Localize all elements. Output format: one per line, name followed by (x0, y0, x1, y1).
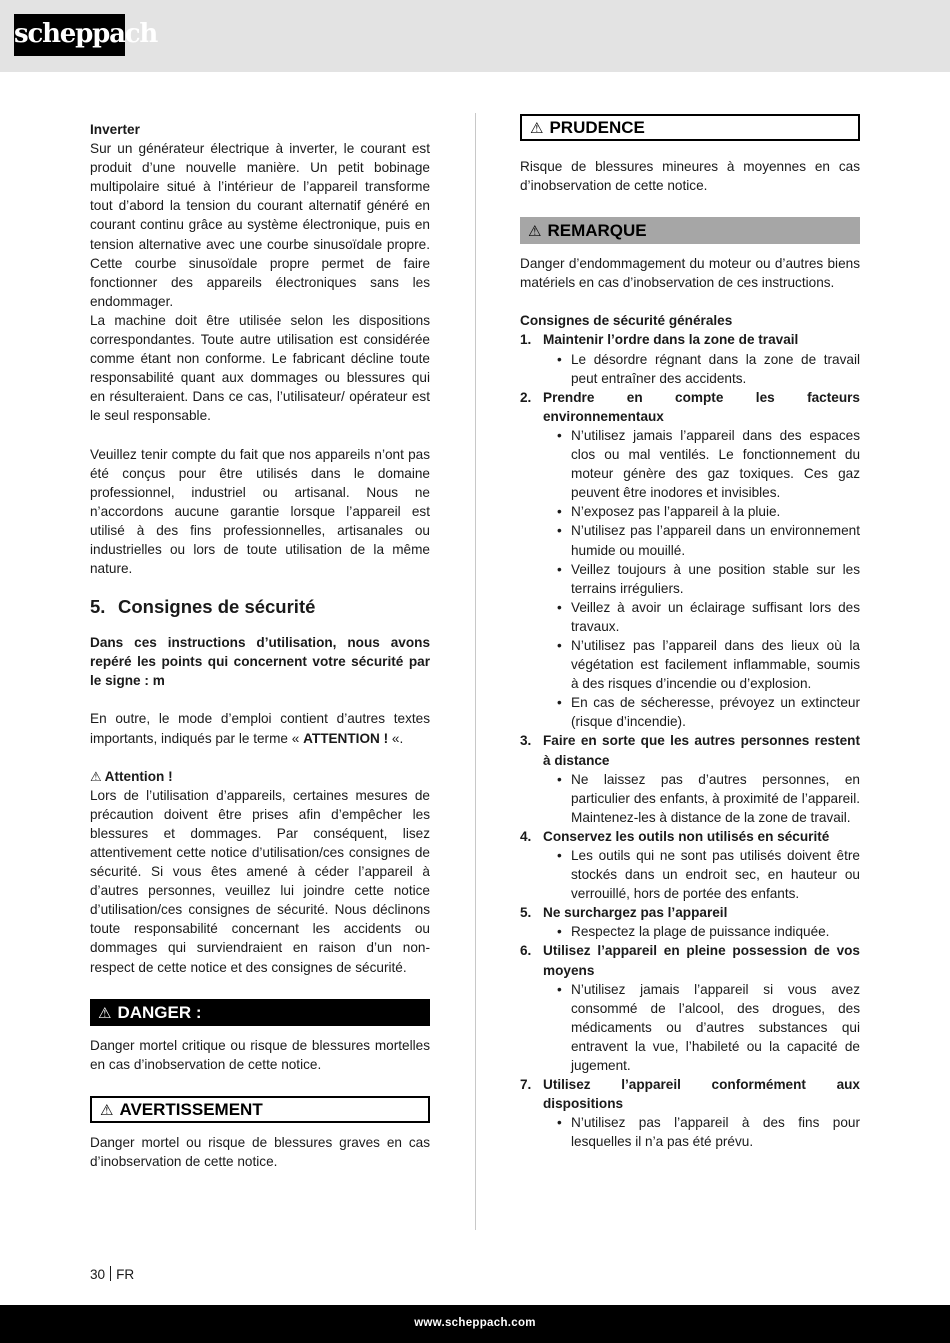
safety-rule-item (520, 827, 860, 903)
warning-triangle-icon: ⚠ (528, 223, 542, 241)
left-column (90, 120, 430, 1171)
section-heading (90, 595, 430, 619)
header-bar (0, 0, 950, 72)
safety-rule-bullet: • N’utilisez jamais l’appareil si vous avez consommé de l’alcool, des drogues, des médicaments ou d’autres substances qui entravent la vue, l’habileté ou la capacité de jugement. (557, 980, 860, 1075)
safety-rule-item (520, 903, 860, 941)
safety-rule-bullet: • Les outils qui ne sont pas utilisés doivent être stockés dans un endroit sec, en hauteur ou verrouillé, hors de portée des enfants. (557, 846, 860, 903)
safety-rule-number: 4. (520, 828, 532, 844)
marked-points-text: Dans ces instructions d’utilisation, nous avons repéré les points qui concernent votre sécurité par le signe : m (90, 635, 430, 689)
section-title: Consignes de sécurité (118, 596, 316, 618)
safety-rule-bullet: • N’utilisez pas l’appareil dans un environnement humide ou mouillé. (557, 521, 860, 559)
warning-triangle-icon: ⚠ (530, 120, 544, 137)
attention-heading: ⚠ Attention ! (90, 767, 430, 786)
danger-box: ⚠ DANGER : (90, 999, 430, 1026)
footer-bar (0, 1305, 950, 1343)
website-link[interactable]: www.scheppach.com (414, 1317, 536, 1329)
professional-use-text: Veuillez tenir compte du fait que nos appareils n’ont pas été conçus pour être utilisés dans le domaine professionnel, industriel ou artisanal. Nous ne n’accordons aucune garantie lorsque l’appareil est utilisé à des fins professionnelles, artisanales ou industrielles ou lors de toute utilisation de la même nature. (90, 446, 430, 577)
safety-rules-list (520, 330, 860, 1151)
warning-triangle-icon: ⚠ (98, 1004, 112, 1022)
attention-text: Lors de l’utilisation d’appareils, certaines mesures de précaution doivent être prises afin d’empêcher les blessures et dommages. Par conséquent, lisez attentivement cette notice d’utilisation/ces consignes de sécurité. Si vous êtes amené à céder l’appareil à d’autres personnes, veuillez lui joindre cette notice d’utilisation/ces consignes de sécurité. Nous déclinons toute responsabilité concernant les accidents ou dommages qui surviendraient en raison d’un non-respect de cette notice et des consignes de sécurité. (90, 787, 430, 975)
safety-rule-item (520, 941, 860, 1075)
usage-text: La machine doit être utilisée selon les dispositions correspondantes. Toute autre utilisation est considérée comme étant non conforme. Le fabricant décline toute responsabilité quant aux dommages ou blessures qui en résulteraient. Dans ce cas, l’utilisateur/ opérateur est le seul responsable. (90, 312, 430, 424)
safety-rule-number: 7. (520, 1077, 532, 1093)
safety-rule-number: 2. (520, 389, 532, 405)
warning-box: ⚠ AVERTISSEMENT (90, 1096, 430, 1123)
safety-rule-number: 3. (520, 733, 532, 749)
safety-rule-title: Utilisez l’appareil en pleine possession de vos moyens (543, 943, 860, 978)
safety-rule-item (520, 731, 860, 826)
safety-rule-item (520, 1075, 860, 1151)
safety-rule-number: 6. (520, 943, 532, 959)
inverter-text: Sur un générateur électrique à inverter, le courant est produit d’une nouvelle manière. Un petit bobinage multipolaire situé à l’intérieur de l’appareil transforme tout d’abord la tension du courant alternatif généré en courant continu grâce au système électronique, puis en tension alternative avec une courbe sinusoïdale propre. Cette courbe sinusoïdale propre permet de faire fonctionner des appareils électroniques sans les endommager. (90, 141, 430, 309)
notice-text: Danger d’endommagement du moteur ou d’autres biens matériels en cas d’inobservation de ces instructions. (520, 256, 860, 291)
warning-text: Danger mortel ou risque de blessures graves en cas d’inobservation de cette notice. (90, 1134, 430, 1169)
scheppach-logo: scheppach (14, 14, 125, 56)
safety-rule-title: Ne surchargez pas l’appareil (543, 905, 728, 921)
safety-rule-bullet: • N’utilisez pas l’appareil à des fins pour lesquelles il n’a pas été prévu. (557, 1113, 860, 1151)
danger-text: Danger mortel critique ou risque de blessures mortelles en cas d’inobservation de cette notice. (90, 1037, 430, 1072)
safety-rule-title: Prendre en compte les facteurs environnementaux (543, 389, 860, 424)
safety-rule-bullet: • Ne laissez pas d’autres personnes, en particulier des enfants, à proximité de l’appareil. Maintenez-les à distance de la zone de travail. (557, 770, 860, 827)
safety-rule-bullet: • Respectez la plage de puissance indiquée. (557, 922, 860, 941)
other-texts-paragraph: En outre, le mode d’emploi contient d’autres textes importants, indiqués par le terme « ATTENTION ! «. (90, 711, 430, 746)
warning-triangle-icon: ⚠ (90, 768, 102, 784)
page-number: 30 FR (90, 1267, 135, 1282)
safety-rule-title: Faire en sorte que les autres personnes restent à distance (543, 733, 860, 768)
notice-box: ⚠ REMARQUE (520, 217, 860, 244)
safety-rule-bullet: • En cas de sécheresse, prévoyez un extincteur (risque d’incendie). (557, 693, 860, 731)
safety-rule-number: 1. (520, 332, 532, 348)
safety-rule-title: Maintenir l’ordre dans la zone de travail (543, 332, 799, 348)
safety-rule-bullet: • N’utilisez jamais l’appareil dans des espaces clos ou mal ventilés. Le fonctionnement du moteur génère des gaz toxiques. Ces gaz peuvent être inodores et invisibles. (557, 426, 860, 502)
safety-rule-number: 5. (520, 905, 532, 921)
warning-triangle-icon: ⚠ (100, 1101, 114, 1119)
safety-rule-bullet: • N’utilisez pas l’appareil dans des lieux où la végétation est facilement inflammable, soumis à des risques d’incendie ou d’explosion. (557, 636, 860, 693)
safety-rule-title: Utilisez l’appareil conformément aux dispositions (543, 1077, 860, 1112)
safety-rule-item (520, 330, 860, 387)
column-divider (475, 113, 476, 1230)
general-safety-title: Consignes de sécurité générales (520, 313, 733, 329)
inverter-title: Inverter (90, 122, 140, 137)
safety-rule-bullet: • Le désordre régnant dans la zone de travail peut entraîner des accidents. (557, 350, 860, 388)
safety-rule-title: Conservez les outils non utilisés en sécurité (543, 828, 830, 844)
safety-rule-item (520, 388, 860, 732)
safety-rule-bullet: • Veillez à avoir un éclairage suffisant lors des travaux. (557, 598, 860, 636)
section-number: 5. (90, 596, 106, 618)
attention-term: ATTENTION ! (303, 730, 389, 746)
safety-rule-bullet: • Veillez toujours à une position stable sur les terrains irréguliers. (557, 560, 860, 598)
right-column (520, 114, 860, 1152)
caution-box: ⚠ PRUDENCE (520, 114, 860, 141)
safety-rule-bullet: • N’exposez pas l’appareil à la pluie. (557, 502, 860, 521)
caution-text: Risque de blessures mineures à moyennes en cas d’inobservation de cette notice. (520, 159, 860, 194)
